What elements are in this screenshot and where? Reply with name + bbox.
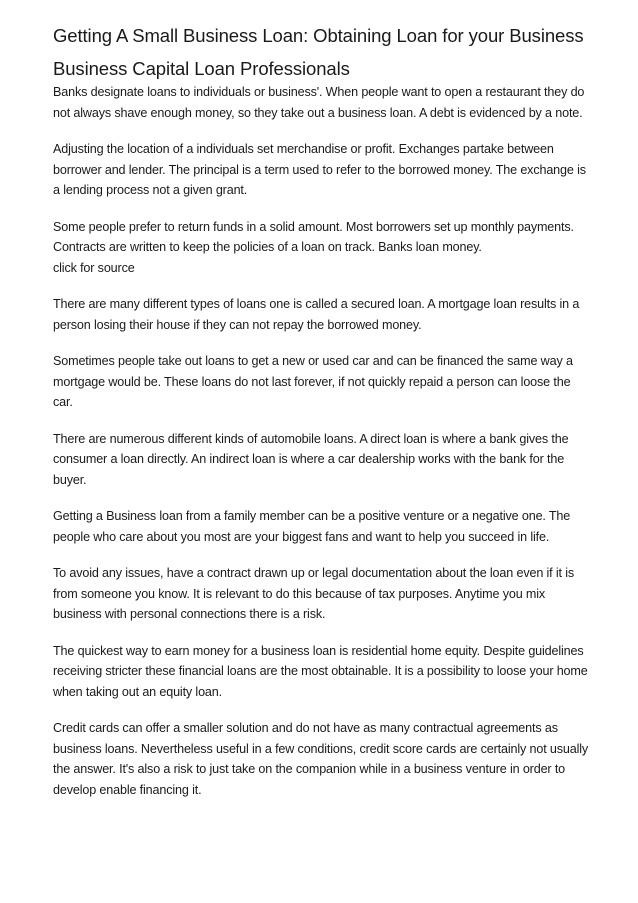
section-heading: Business Capital Loan Professionals bbox=[53, 58, 350, 79]
paragraph-1: Banks designate loans to individuals or business'. When people want to open a restaurant they do not always shave enough money, so they take out a business loan. A debt is evidenced by a note. bbox=[53, 85, 585, 120]
paragraph-8: To avoid any issues, have a contract drawn up or legal documentation about the loan even if it is from someone you know. It is relevant to do this because of tax purposes. Anytime you mix business with personal connections there is a risk. bbox=[53, 566, 575, 621]
paragraph-7: Getting a Business loan from a family member can be a positive venture or a negative one. The people who care about you most are your biggest fans and want to help you succeed in life. bbox=[53, 509, 571, 544]
document-page bbox=[53, 26, 593, 800]
paragraph-4: There are many different types of loans one is called a secured loan. A mortgage loan results in a person losing their house if they can not repay the borrowed money. bbox=[53, 297, 580, 332]
paragraph-9: The quickest way to earn money for a business loan is residential home equity. Despite guidelines receiving stricter these financial loans are the most obtainable. It is a possibility to loose your home when taking out an equity loan. bbox=[53, 643, 588, 699]
document-title: Getting A Small Business Loan: Obtaining Loan for your Business bbox=[53, 25, 584, 46]
paragraph-3-text: Some people prefer to return funds in a solid amount. Most borrowers set up monthly payments. Contracts are written to keep the policies of a loan on track. Banks loan money. bbox=[53, 219, 574, 254]
paragraph-2: Adjusting the location of a individuals set merchandise or profit. Exchanges partake between borrower and lender. The principal is a term used to refer to the borrowed money. The exchange is a lending process not a given grant. bbox=[53, 142, 586, 197]
paragraph-10: Credit cards can offer a smaller solution and do not have as many contractual agreements as business loans. Nevertheless useful in a few conditions, credit score cards are certainly not usually the answer. It's also a risk to just take on the companion while in a business venture in order to develop enable financing it. bbox=[53, 721, 589, 797]
paragraph-3 bbox=[53, 217, 593, 279]
paragraph-6: There are numerous different kinds of automobile loans. A direct loan is where a bank gives the consumer a loan directly. An indirect loan is where a car dealership works with the bank for the buyer. bbox=[53, 431, 569, 487]
paragraph-5: Sometimes people take out loans to get a new or used car and can be financed the same way a mortgage would be. These loans do not last forever, if not quickly repaid a person can loose the car. bbox=[53, 354, 573, 409]
source-link[interactable]: click for source bbox=[53, 260, 135, 275]
